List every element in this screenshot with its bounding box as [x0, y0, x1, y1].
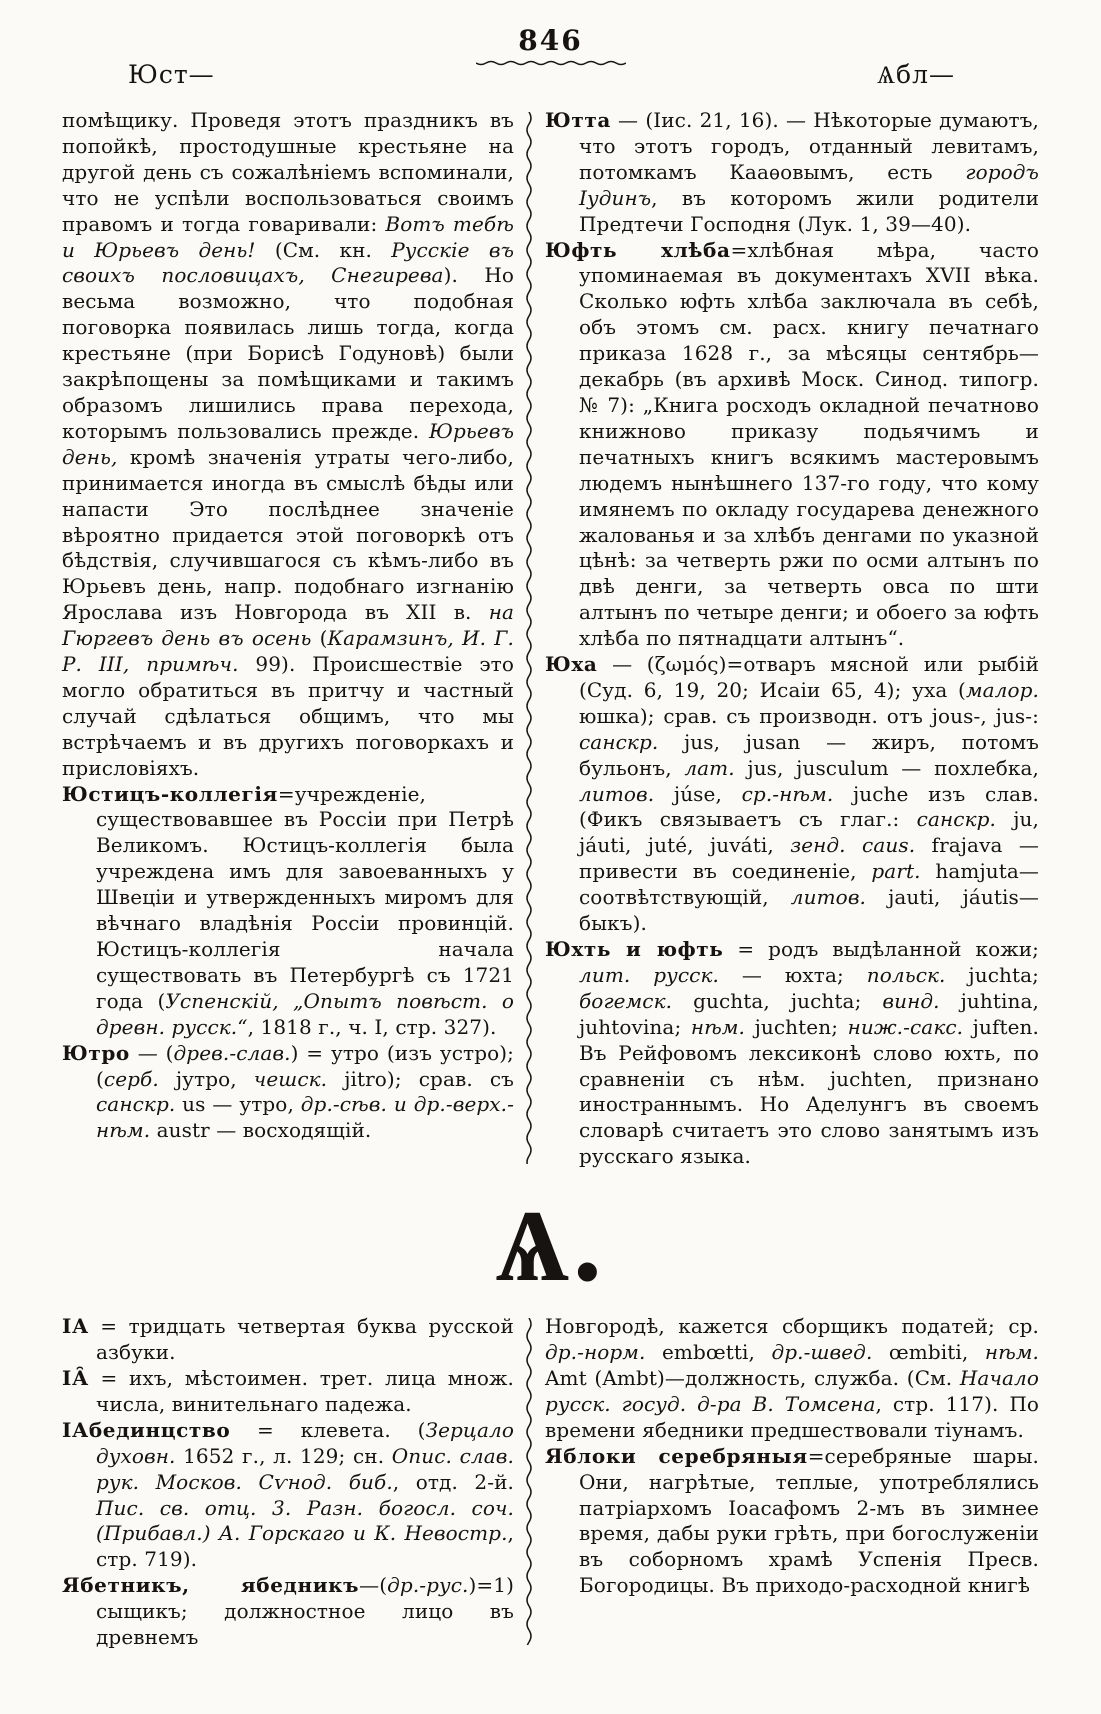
- entry-text: др.-норм.: [545, 1340, 646, 1365]
- entry-text: =хлѣбная мѣра, часто упоминаемая въ документахъ XVII вѣка. Сколько юфть хлѣба заключала въ себѣ, объ этомъ см. расх. книгу печатнаго приказа 1628 г., за мѣсяцы сентябрь—декабрь (въ архивѣ Моск. Синод. типогр. № 7): „Книга росходъ окладной печатново книжново приказу подьячимъ и печатныхъ книгъ всякимъ мастеровымъ людемъ нынѣшнего 137-го году, что кому имянемъ по окладу государева денежного жалованья и за хлѣбъ денгами по указной цѣнѣ: за четверть ржи по осми алтынъ по двѣ денги, за четверть овса по шти алтынъ по четыре денги; и обоего за юфть хлѣба по пятнадцати алтынъ“.: [579, 237, 1039, 651]
- entry-text: hamjuta—соотвѣтствующій,: [579, 859, 1039, 910]
- entry-text: juche изъ слав. (Фикъ связываетъ съ глаг.:: [579, 781, 1039, 832]
- entry-text: = клевета. (: [230, 1417, 426, 1442]
- entry-text: (: [311, 626, 328, 651]
- entry-text: Юрьевъ день,: [62, 418, 514, 469]
- entry-text: др.-швед.: [771, 1340, 873, 1365]
- dictionary-entry: [62, 782, 514, 1041]
- entry-headword: Ютта: [545, 108, 611, 132]
- left-column-bottom: [62, 1314, 514, 1651]
- entry-text: помѣщику. Проведя этотъ праздникъ въ попойкѣ, простодушные крестьяне на другой день съ сожалѣніемъ вспоминали, что не успѣли воспользоваться своимъ правомъ и тогда говаривали:: [62, 108, 514, 236]
- entry-text: санскр.: [96, 1092, 176, 1117]
- entry-text: санскр.: [579, 729, 659, 754]
- entry-text: нѣм.: [690, 1014, 746, 1039]
- column-divider-bottom: [514, 1314, 545, 1651]
- entry-text: Вотъ тебѣ и Юрьевъ день!: [62, 211, 514, 262]
- continuation-paragraph: [545, 1314, 1039, 1444]
- entry-text: Amt (Ambt)—должность, служба. (См.: [545, 1365, 960, 1390]
- entry-text: малор.: [965, 677, 1039, 702]
- entry-text: embœtti,: [645, 1340, 772, 1365]
- entry-text: ju, jáuti, juté, juváti,: [579, 807, 1039, 858]
- entry-text: на Гюргевъ день въ осень: [62, 600, 514, 651]
- entry-text: — юхта;: [718, 962, 867, 987]
- entry-text: juchten;: [745, 1014, 848, 1039]
- wavy-rule: [523, 1318, 535, 1645]
- entry-text: — (: [129, 1040, 174, 1065]
- entry-headword: ІА̑: [62, 1365, 89, 1390]
- entry-headword: Яблоки серебряныя: [545, 1443, 808, 1468]
- dictionary-entry: [62, 1366, 514, 1418]
- entry-text: 99). Происшествіе это могло обратиться въ притчу и частный случай сдѣлаться общимъ, что мы встрѣчаемъ и въ другихъ поговоркахъ и присловіяхъ.: [62, 652, 514, 780]
- continuation-paragraph: [62, 108, 514, 782]
- entry-text: = тридцать четвертая буква русской азбуки.: [88, 1314, 514, 1365]
- entry-text: (См. кн.: [255, 237, 392, 262]
- entry-text: juften. Въ Рейфовомъ лексиконѣ слово юхть, по сравненіи съ нѣм. juchten, признано иностраннымъ. Но Аделунгъ въ своемъ словарѣ считаетъ это слово занятымъ изъ русскаго языка.: [579, 1014, 1039, 1169]
- entry-text: jus, jusan — жиръ, потомъ бульонъ,: [579, 729, 1039, 780]
- entry-headword: Ютро: [62, 1040, 130, 1065]
- entry-text: caus.: [862, 833, 916, 858]
- entry-text: древ.-слав.: [173, 1040, 291, 1065]
- entry-text: , стр. 719).: [96, 1521, 514, 1572]
- entry-text: , стр. 117). По времени ябедники предшествовали тіунамъ.: [545, 1391, 1040, 1442]
- entry-text: польск.: [866, 962, 946, 987]
- entry-text: júse,: [654, 781, 742, 806]
- entry-text: Новгородѣ, кажется сборщикъ податей; ср.: [545, 1314, 1039, 1339]
- entry-headword: Юфть хлѣба: [545, 237, 731, 262]
- entry-text: ) = утро (изъ устро); (: [96, 1040, 515, 1091]
- dictionary-entry: [62, 1041, 514, 1145]
- dictionary-entry: [62, 1573, 514, 1651]
- dictionary-entry: [545, 1444, 1039, 1599]
- entry-text: ср.-нѣм.: [741, 781, 834, 806]
- entry-text: др.-сѣв. и др.-верх.-нѣм.: [96, 1092, 514, 1143]
- entry-text: ). Но весьма возможно, что подобная поговорка появилась лишь тогда, когда крестьяне (при Борисѣ Годуновѣ) были закрѣпощены за помѣщиками и такимъ образомъ лишились права перехода, которымъ пользовались прежде.: [62, 263, 515, 443]
- page-number-block: [476, 26, 626, 69]
- entry-text: =серебряные шары. Они, нагрѣтые, теплые, употреблялись патріархомъ Іоасафомъ 2-мъ въ зимнее время, дабы руки грѣть, при богослуженіи въ соборномъ храмѣ Успенія Пресв. Богородицы. Въ приходо-расходной книгѣ: [579, 1443, 1039, 1598]
- right-column: [545, 108, 1039, 1170]
- entry-text: —(: [359, 1573, 388, 1598]
- entry-text: др.-рус.: [387, 1573, 469, 1598]
- entry-text: austr — восходящій.: [150, 1118, 372, 1143]
- dictionary-entry: [545, 108, 1039, 238]
- entry-headword: Ябетникъ, ябедникъ: [62, 1573, 360, 1598]
- entry-text: Русскіе въ своихъ пословицахъ, Снегирева: [62, 237, 514, 288]
- entry-text: Карамзинъ, И. Г. Р. III, примѣч.: [62, 626, 514, 677]
- entry-text: jauti, jáutis—быкъ).: [579, 885, 1039, 936]
- right-column-bottom: [545, 1314, 1039, 1651]
- entry-text: серб.: [103, 1066, 159, 1091]
- entry-text: лит. русск.: [579, 962, 719, 987]
- dictionary-entry: [545, 238, 1039, 653]
- entry-text: = родъ выдѣланной кожи;: [723, 937, 1039, 961]
- entry-text: Зерцало духовн.: [96, 1417, 514, 1468]
- entry-headword: Юстицъ-коллегія: [62, 781, 278, 806]
- entry-text: Пис. св. отц. 3. Разн. богосл. соч. (Прибавл.) А. Горскаго и К. Невостр.: [96, 1495, 514, 1546]
- entry-text: богемск.: [579, 988, 673, 1013]
- entry-text: городъ Іудинъ: [579, 159, 1039, 210]
- running-head-left: Юст—: [128, 60, 215, 89]
- ornament-rule: [476, 57, 626, 69]
- page-header: [0, 0, 1101, 108]
- running-head-right: Ѧбл—: [877, 60, 955, 89]
- section-letter: Ѧ.: [495, 1185, 606, 1306]
- entry-text: литов.: [579, 781, 655, 806]
- entry-text: œmbiti,: [872, 1340, 985, 1365]
- entry-text: [846, 833, 862, 857]
- entry-text: чешск.: [253, 1066, 328, 1091]
- entry-text: кромѣ значенія утраты чего-либо, принимается иногда въ смыслѣ бѣды или напасти Это послѣднее значеніе вѣроятно придается этой поговоркѣ отъ бѣдствія, случившагося съ кѣмъ-либо въ Юрьевъ день, напр. подобнаго изгнанію Ярослава изъ Новгорода въ XII в.: [62, 444, 514, 625]
- entry-text: нѣм.: [984, 1340, 1039, 1365]
- entry-text: jus, jusculum — похлебка,: [734, 755, 1039, 780]
- entry-text: = ихъ, мѣстоимен. трет. лица множ. числа, винительнаго падежа.: [88, 1365, 514, 1416]
- entry-text: лат.: [684, 755, 735, 780]
- dictionary-entry: [62, 1418, 514, 1573]
- entry-text: , 1818 г., ч. I, стр. 327).: [247, 1014, 497, 1039]
- bottom-section: [0, 1314, 1101, 1651]
- column-divider: [514, 108, 545, 1170]
- entry-text: Опис. слав. рук. Москов. Сѵнод. биб.: [96, 1443, 514, 1494]
- entry-headword: Юхть и юфть: [545, 937, 724, 961]
- dictionary-entry: [62, 1314, 514, 1366]
- entry-text: литов.: [790, 885, 867, 910]
- entry-text: guchta, juchta;: [672, 988, 883, 1013]
- entry-text: юшка); срав. съ производн. отъ jous-, jus-:: [579, 703, 1039, 728]
- entry-text: us — утро,: [175, 1092, 301, 1117]
- entry-text: frajava — привести въ соединеніе,: [579, 833, 1039, 884]
- entry-text: juhtina, juhtovina;: [579, 988, 1039, 1039]
- entry-text: juchta;: [945, 962, 1039, 987]
- entry-text: )=1) сыщикъ; должностное лицо въ древнемъ: [96, 1573, 514, 1650]
- dictionary-entry: [545, 652, 1039, 937]
- entry-text: =учрежденіе, существовавшее въ Россіи при Петрѣ Великомъ. Юстицъ-коллегія была учреждена имъ для завоеванныхъ у Швеціи и утвержденныхъ миромъ для вѣчнаго владѣнія Россіи провинцій. Юстицъ-коллегія начала существовать въ Петербургѣ съ 1721 года (: [96, 781, 514, 1013]
- entry-text: Успенскій, „Опытъ повѣст. о древн. русск.“: [96, 988, 514, 1039]
- entry-text: Начало русск. госуд. д-ра В. Томсена: [545, 1365, 1039, 1416]
- entry-text: , отд. 2-й.: [392, 1469, 514, 1494]
- entry-headword: ІА: [62, 1314, 89, 1339]
- entry-text: jitro); срав. съ: [327, 1066, 514, 1091]
- entry-text: — (Іис. 21, 16). — Нѣкоторые думаютъ, что этотъ городъ, отданный левитамъ, потомкамъ Кааѳовымъ, есть: [579, 108, 1039, 184]
- entry-text: санскр.: [916, 807, 996, 832]
- entry-headword: ІАбединцство: [62, 1417, 231, 1442]
- entry-text: винд.: [882, 988, 940, 1013]
- entry-text: — (ζωμός)=отваръ мясной или рыбій (Суд. 6, 19, 20; Исаіи 65, 4); уха (: [579, 652, 1039, 702]
- page-number: 846: [518, 24, 583, 57]
- dictionary-entry: [545, 937, 1039, 1170]
- entry-text: јутро,: [158, 1066, 254, 1091]
- entry-text: зенд.: [790, 833, 846, 858]
- entry-text: part.: [871, 859, 921, 884]
- entry-text: ниж.-сакс.: [847, 1014, 964, 1039]
- entry-headword: Юха: [545, 652, 598, 677]
- wavy-rule: [523, 112, 535, 1164]
- entry-text: 1652 г., л. 129; сн.: [175, 1443, 392, 1468]
- left-column: [62, 108, 514, 1170]
- top-section: [0, 108, 1101, 1170]
- entry-text: , въ которомъ жили родители Предтечи Господня (Лук. 1, 39—40).: [579, 185, 1039, 236]
